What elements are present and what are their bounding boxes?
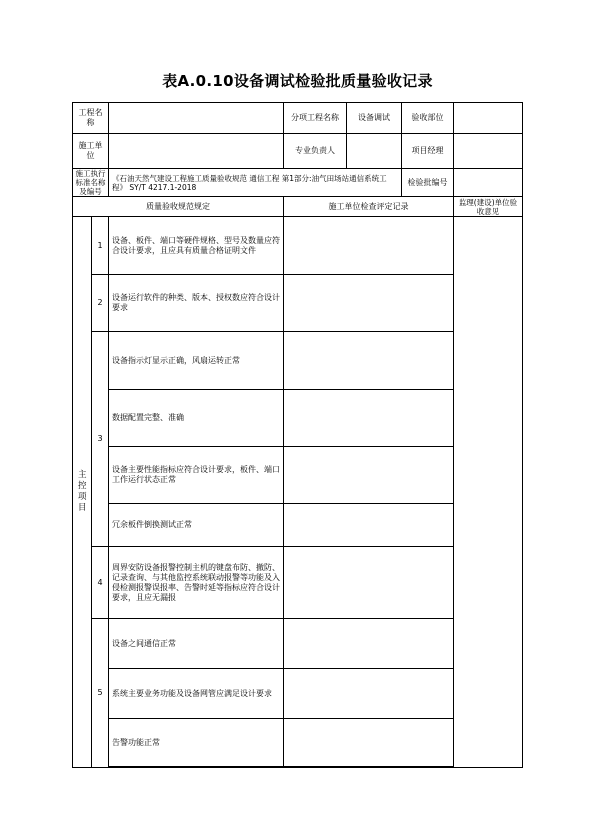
sub-project-value: 设备调试 xyxy=(347,103,402,134)
professional-leader-label: 专业负责人 xyxy=(284,134,347,169)
supervision-opinion-cell[interactable] xyxy=(454,217,523,768)
construction-record-cell[interactable] xyxy=(284,447,454,504)
section-main-control-items: 主控项目 xyxy=(73,217,92,768)
item-spec-text: 设备、板件、端口等硬件规格、型号及数量应符合设计要求，且应具有质量合格证明文件 xyxy=(109,217,284,275)
item-number: 2 xyxy=(92,275,109,332)
item-number: 4 xyxy=(92,547,109,619)
item-number: 1 xyxy=(92,217,109,275)
item-spec-text: 周界安防设备报警控制主机的键盘布防、撤防、记录查询、与其他监控系统联动报警等功能及入侵检测报警误报率、告警时延等指标应符合设计要求，且应无漏报 xyxy=(109,547,284,619)
professional-leader-value[interactable] xyxy=(347,134,402,169)
project-name-value[interactable] xyxy=(109,103,284,134)
acceptance-part-value[interactable] xyxy=(454,103,523,134)
acceptance-part-label: 验收部位 xyxy=(402,103,454,134)
batch-no-value[interactable] xyxy=(454,169,523,197)
construction-unit-value[interactable] xyxy=(109,134,284,169)
project-manager-label: 项目经理 xyxy=(402,134,454,169)
project-manager-value[interactable] xyxy=(454,134,523,169)
item-spec-text: 系统主要业务功能及设备网管应满足设计要求 xyxy=(109,669,284,719)
construction-unit-label: 施工单位 xyxy=(73,134,109,169)
construction-record-cell[interactable] xyxy=(284,217,454,275)
construction-record-cell[interactable] xyxy=(284,275,454,332)
item-spec-text: 数据配置完整、准确 xyxy=(109,390,284,447)
spec-column-header: 质量验收规范规定 xyxy=(73,197,284,217)
item-spec-text: 设备主要性能指标应符合设计要求，板件、端口工作运行状态正常 xyxy=(109,447,284,504)
project-name-label: 工程名称 xyxy=(73,103,109,134)
construction-record-cell[interactable] xyxy=(284,504,454,547)
item-spec-text: 冗余板件倒换测试正常 xyxy=(109,504,284,547)
construction-record-cell[interactable] xyxy=(284,669,454,719)
batch-no-label: 检验批编号 xyxy=(402,169,454,197)
sub-project-label: 分项工程名称 xyxy=(284,103,347,134)
item-number: 3 xyxy=(92,332,109,547)
inspection-record-table xyxy=(72,102,523,768)
construction-record-cell[interactable] xyxy=(284,547,454,619)
construction-record-cell[interactable] xyxy=(284,390,454,447)
item-spec-text: 告警功能正常 xyxy=(109,719,284,767)
spacer-cell xyxy=(109,767,284,768)
spacer-cell xyxy=(284,767,454,768)
construction-record-cell[interactable] xyxy=(284,332,454,390)
item-spec-text: 设备之间通信正常 xyxy=(109,619,284,669)
item-number: 5 xyxy=(92,619,109,768)
construction-record-column-header: 施工单位检查评定记录 xyxy=(284,197,454,217)
standard-label: 施工执行标准名称及编号 xyxy=(73,169,109,197)
item-spec-text: 设备运行软件的种类、版本、授权数应符合设计要求 xyxy=(109,275,284,332)
standard-value: 《石油天然气建设工程施工质量验收规范 通信工程 第1部分:油气田场站通信系统工程》 SY/T 4217.1-2018 xyxy=(109,169,402,197)
page-title: 表A.0.10设备调试检验批质量验收记录 xyxy=(162,72,433,90)
construction-record-cell[interactable] xyxy=(284,619,454,669)
construction-record-cell[interactable] xyxy=(284,719,454,767)
item-spec-text: 设备指示灯显示正确，风扇运转正常 xyxy=(109,332,284,390)
supervision-column-header: 监理(建设)单位验收意见 xyxy=(454,197,523,217)
